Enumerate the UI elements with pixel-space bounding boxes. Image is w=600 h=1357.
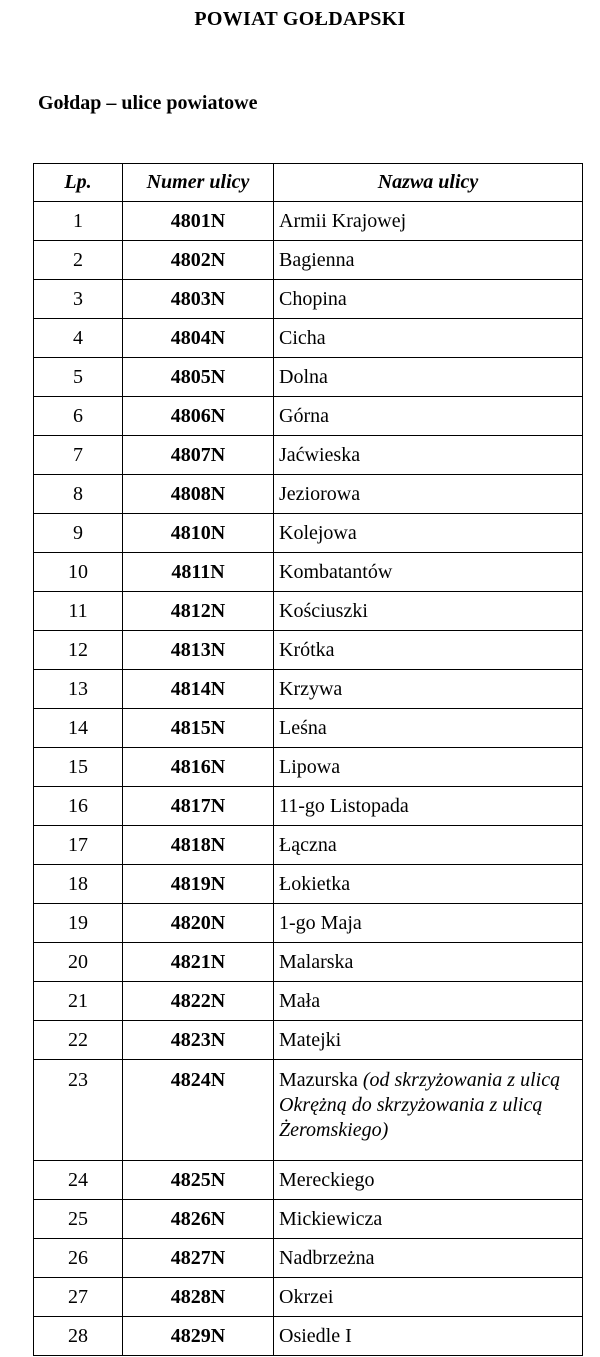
table-row (34, 670, 583, 709)
row-street-name-cell (274, 1161, 583, 1200)
row-street-name-cell (274, 631, 583, 670)
row-street-name: Dolna (279, 365, 328, 388)
row-street-number: 4828N (123, 1278, 274, 1317)
row-street-number: 4817N (123, 787, 274, 826)
row-street-name-cell (274, 553, 583, 592)
row-street-name-cell (274, 1278, 583, 1317)
row-street-name: Jaćwieska (279, 443, 361, 466)
header-lp: Lp. (34, 164, 123, 202)
table-row (34, 592, 583, 631)
row-street-name: Kościuszki (279, 599, 368, 622)
row-street-name-cell (274, 943, 583, 982)
row-street-name: Górna (279, 404, 329, 427)
row-street-name-cell (274, 904, 583, 943)
row-lp: 4 (34, 319, 123, 358)
row-street-name: Leśna (279, 716, 327, 739)
row-street-number: 4814N (123, 670, 274, 709)
row-street-name-cell (274, 748, 583, 787)
row-street-name: Osiedle I (279, 1324, 352, 1347)
table-row (34, 436, 583, 475)
row-street-number: 4818N (123, 826, 274, 865)
row-street-number: 4825N (123, 1161, 274, 1200)
row-street-name-cell (274, 865, 583, 904)
row-lp: 19 (34, 904, 123, 943)
table-row (34, 904, 583, 943)
row-street-name-cell (274, 397, 583, 436)
row-street-number: 4806N (123, 397, 274, 436)
row-street-name-cell (274, 826, 583, 865)
row-street-name-cell (274, 202, 583, 241)
row-street-name: 11-go Listopada (279, 794, 409, 817)
table-row (34, 631, 583, 670)
table-row (34, 1317, 583, 1356)
table-row (34, 319, 583, 358)
row-street-name: Lipowa (279, 755, 341, 778)
row-lp: 6 (34, 397, 123, 436)
row-lp: 24 (34, 1161, 123, 1200)
row-street-name: Kolejowa (279, 521, 357, 544)
table-row (34, 1278, 583, 1317)
row-street-name: 1-go Maja (279, 911, 362, 934)
row-street-name-cell (274, 1239, 583, 1278)
row-street-name-cell (274, 475, 583, 514)
table-row (34, 514, 583, 553)
row-street-name: Mała (279, 989, 321, 1012)
row-street-number: 4815N (123, 709, 274, 748)
row-street-name-cell (274, 592, 583, 631)
row-street-number: 4827N (123, 1239, 274, 1278)
row-lp: 25 (34, 1200, 123, 1239)
row-lp: 2 (34, 241, 123, 280)
row-street-number: 4811N (123, 553, 274, 592)
row-street-name-cell (274, 319, 583, 358)
row-lp: 14 (34, 709, 123, 748)
row-street-number: 4812N (123, 592, 274, 631)
row-street-number: 4803N (123, 280, 274, 319)
row-street-name-cell (274, 1021, 583, 1060)
row-street-name-cell (274, 514, 583, 553)
table-row (34, 982, 583, 1021)
row-lp: 21 (34, 982, 123, 1021)
row-lp: 22 (34, 1021, 123, 1060)
row-lp: 27 (34, 1278, 123, 1317)
row-street-name: Mereckiego (279, 1168, 375, 1191)
row-street-number: 4805N (123, 358, 274, 397)
table-row (34, 826, 583, 865)
row-street-number: 4821N (123, 943, 274, 982)
row-lp: 8 (34, 475, 123, 514)
row-street-name: Malarska (279, 950, 354, 973)
table-row (34, 1161, 583, 1200)
row-street-number: 4824N (123, 1060, 274, 1161)
row-lp: 13 (34, 670, 123, 709)
table-row (34, 1060, 583, 1161)
row-street-name-cell (274, 280, 583, 319)
table-row (34, 241, 583, 280)
row-street-number: 4808N (123, 475, 274, 514)
table-row (34, 1239, 583, 1278)
row-street-number: 4823N (123, 1021, 274, 1060)
row-street-number: 4829N (123, 1317, 274, 1356)
row-street-name-cell (274, 670, 583, 709)
row-street-name: Mazurska (279, 1069, 358, 1091)
row-lp: 11 (34, 592, 123, 631)
row-lp: 20 (34, 943, 123, 982)
row-street-name: Nadbrzeżna (279, 1246, 375, 1269)
row-street-name-cell (274, 241, 583, 280)
section-subtitle: Gołdap – ulice powiatowe (38, 92, 258, 114)
row-street-name: Mickiewicza (279, 1207, 383, 1230)
row-lp: 18 (34, 865, 123, 904)
row-street-name-cell (274, 787, 583, 826)
row-lp: 26 (34, 1239, 123, 1278)
row-street-number: 4819N (123, 865, 274, 904)
row-street-note: (od skrzyżowania z ulicą Okrężną do skrzyżowania z ulicą Żeromskiego) (279, 1069, 561, 1141)
row-lp: 16 (34, 787, 123, 826)
row-street-name: Krótka (279, 638, 335, 661)
row-lp: 15 (34, 748, 123, 787)
table-row (34, 787, 583, 826)
document-title: POWIAT GOŁDAPSKI (194, 8, 406, 30)
row-street-name: Kombatantów (279, 560, 393, 583)
row-street-name-cell (274, 982, 583, 1021)
row-lp: 9 (34, 514, 123, 553)
row-lp: 10 (34, 553, 123, 592)
row-street-name: Cicha (279, 326, 326, 349)
row-street-name: Okrzei (279, 1285, 334, 1308)
row-lp: 28 (34, 1317, 123, 1356)
row-street-number: 4820N (123, 904, 274, 943)
row-lp: 23 (34, 1060, 123, 1161)
table-header-row (34, 164, 583, 202)
row-lp: 12 (34, 631, 123, 670)
streets-table (33, 163, 583, 1356)
row-street-name: Chopina (279, 287, 347, 310)
row-lp: 17 (34, 826, 123, 865)
table-row (34, 202, 583, 241)
table-row (34, 553, 583, 592)
row-street-number: 4802N (123, 241, 274, 280)
row-street-name-cell (274, 436, 583, 475)
table-row (34, 358, 583, 397)
row-lp: 1 (34, 202, 123, 241)
table-row (34, 475, 583, 514)
row-street-number: 4826N (123, 1200, 274, 1239)
row-street-name: Matejki (279, 1028, 342, 1051)
row-street-number: 4807N (123, 436, 274, 475)
table-row (34, 709, 583, 748)
row-street-name: Łączna (279, 833, 337, 856)
row-street-number: 4804N (123, 319, 274, 358)
row-street-name: Armii Krajowej (279, 209, 407, 232)
row-street-name-cell (274, 709, 583, 748)
row-lp: 7 (34, 436, 123, 475)
row-street-number: 4813N (123, 631, 274, 670)
header-street-number: Numer ulicy (123, 164, 274, 202)
row-street-name: Jeziorowa (279, 482, 361, 505)
header-street-name: Nazwa ulicy (274, 164, 583, 202)
table-row (34, 397, 583, 436)
row-street-name-cell (274, 1200, 583, 1239)
row-lp: 5 (34, 358, 123, 397)
row-street-name: Bagienna (279, 248, 355, 271)
table-row (34, 280, 583, 319)
row-street-name-cell (274, 1317, 583, 1356)
row-street-number: 4816N (123, 748, 274, 787)
table-row (34, 1200, 583, 1239)
row-lp: 3 (34, 280, 123, 319)
table-row (34, 943, 583, 982)
row-street-name: Łokietka (279, 872, 351, 895)
row-street-name-cell (274, 1060, 583, 1161)
row-street-number: 4801N (123, 202, 274, 241)
table-row (34, 865, 583, 904)
row-street-number: 4822N (123, 982, 274, 1021)
table-row (34, 1021, 583, 1060)
row-street-number: 4810N (123, 514, 274, 553)
table-row (34, 748, 583, 787)
row-street-name-cell (274, 358, 583, 397)
row-street-name: Krzywa (279, 677, 343, 700)
